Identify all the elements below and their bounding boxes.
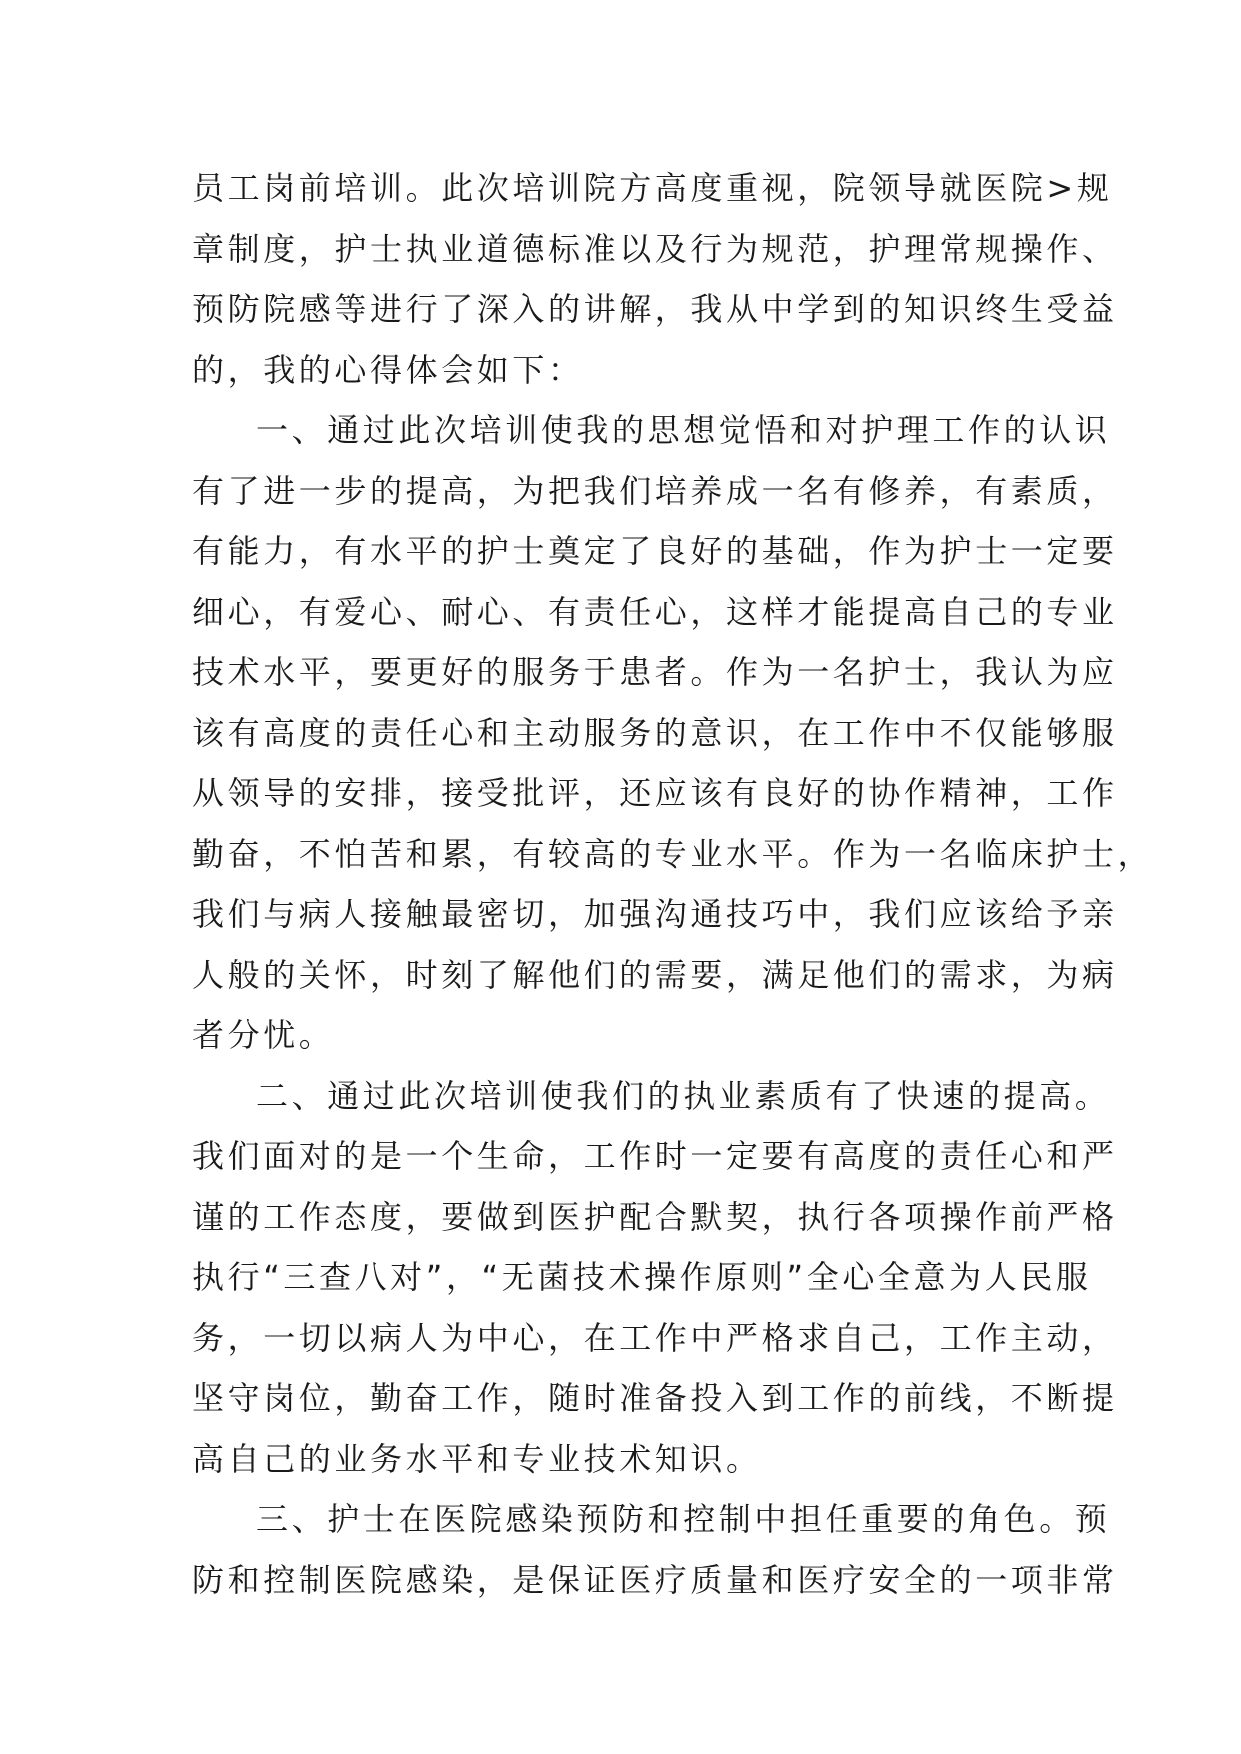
text-line: 勤奋，不怕苦和累，有较高的专业水平。作为一名临床护士， [192,834,1154,873]
paragraph-start-line: 三、护士在医院感染预防和控制中担任重要的角色。预 [256,1500,1111,1538]
text-line: 者分忧。 [192,1016,335,1054]
document-body [192,158,1154,1610]
text-line: 防和控制医院感染，是保证医疗质量和医疗安全的一项非常 [192,1560,1118,1599]
paragraph-start-line: 二、通过此次培训使我们的执业素质有了快速的提高。 [256,1076,1111,1115]
text-line: 执行“三查八对”，“无菌技术操作原则”全心全意为人民服 [192,1258,1092,1296]
text-line: 有了进一步的提高，为把我们培养成一名有修养，有素质， [192,471,1118,510]
text-line: 该有高度的责任心和主动服务的意识，在工作中不仅能够服 [192,713,1118,752]
text-line: 技术水平，要更好的服务于患者。作为一名护士，我认为应 [192,653,1118,691]
text-line: 坚守岗位，勤奋工作，随时准备投入到工作的前线，不断提 [192,1379,1118,1417]
text-line: 我们面对的是一个生命，工作时一定要有高度的责任心和严 [192,1137,1118,1175]
text-line: 人般的关怀，时刻了解他们的需要，满足他们的需求，为病 [192,955,1118,994]
text-line: 细心，有爱心、耐心、有责任心，这样才能提高自己的专业 [192,592,1118,631]
text-line: 从领导的安排，接受批评，还应该有良好的协作精神，工作 [192,774,1118,812]
text-line: 员工岗前培训。此次培训院方高度重视，院领导就医院>规 [192,169,1113,207]
text-line: 我们与病人接触最密切，加强沟通技巧中，我们应该给予亲 [192,895,1118,933]
text-line: 章制度，护士执业道德标准以及行为规范，护理常规操作、 [192,229,1118,268]
text-line: 高自己的业务水平和专业技术知识。 [192,1439,762,1478]
text-line: 谨的工作态度，要做到医护配合默契，执行各项操作前严格 [192,1197,1118,1236]
text-line: 的，我的心得体会如下： [192,350,584,389]
paragraph-start-line: 一、通过此次培训使我的思想觉悟和对护理工作的认识 [256,411,1111,449]
text-line: 预防院感等进行了深入的讲解，我从中学到的知识终生受益 [192,290,1118,328]
text-line: 有能力，有水平的护士奠定了良好的基础，作为护士一定要 [192,532,1118,570]
text-line: 务，一切以病人为中心，在工作中严格求自己，工作主动， [192,1318,1118,1357]
